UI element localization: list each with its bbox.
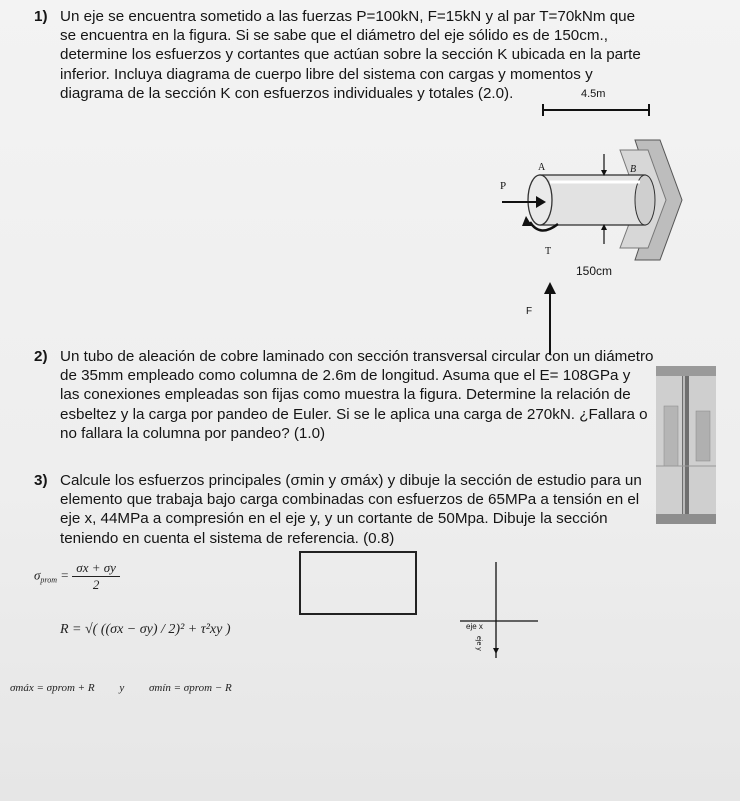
- text-line: diagrama de la sección K con esfuerzos individuales y totales (2.0).: [60, 84, 514, 102]
- r-rhs: √( ((σx − σy) / 2)² + τ²xy ): [85, 622, 231, 637]
- question-number: 3): [34, 472, 48, 489]
- denominator: 2: [92, 577, 100, 592]
- max-eq: σmáx = σprom + R: [10, 682, 95, 694]
- y-axis-label: eje y: [475, 636, 482, 651]
- column-photo: [656, 366, 716, 524]
- scale-line-icon: [541, 88, 651, 118]
- question-3: [34, 471, 650, 548]
- shaft-figure: [470, 130, 700, 360]
- text-line: las conexiones empleadas son fijas como muestra la figura. Determine la relación de: [60, 386, 631, 404]
- column-image: [656, 366, 716, 524]
- min-eq: σmín = σprom − R: [148, 682, 232, 694]
- text-line: Un tubo de aleación de cobre laminado con sección transversal circular con un diámetro: [60, 348, 654, 365]
- text-line: Un eje se encuentra sometido a las fuerzas P=100kN, F=15kN y al par T=70kNm que: [60, 8, 636, 25]
- sigma-prom-lhs: σ: [34, 567, 41, 583]
- label-t: T: [545, 246, 552, 257]
- text-line: inferior. Incluya diagrama de cuerpo libre del sistema con cargas y momentos y: [60, 65, 593, 83]
- numerator: σx + σy: [72, 560, 120, 577]
- fraction: [72, 560, 120, 593]
- question-2: [34, 347, 658, 443]
- text-line: determine los esfuerzos y cortantes que actúan sobre la sección K ubicada en la parte: [60, 46, 641, 64]
- label-f: F: [526, 306, 533, 317]
- text-line: de 35mm empleado como columna de 2.6m de longitud. Asuma que el E= 108GPa y: [60, 367, 631, 385]
- text-line: esbeltez y la carga por pandeo de Euler. Si se le aplica una carga de 270kN. ¿Fallara o: [60, 405, 648, 423]
- text-line: Calcule los esfuerzos principales (σmin y σmáx) y dibuje la sección de estudio para un: [60, 472, 642, 489]
- question-text: [60, 347, 658, 443]
- text-line: se encuentra en la figura. Si se sabe que el diámetro del eje sólido es de 150cm.,: [60, 27, 608, 45]
- text-line: no fallara la columna por pandeo? (1.0): [60, 424, 326, 442]
- r-lhs: R =: [60, 622, 82, 637]
- shaft-drawing: [470, 130, 700, 360]
- label-b: B: [630, 164, 637, 175]
- axes-lines: [460, 562, 540, 662]
- question-text: [60, 471, 650, 548]
- diameter-label: 150cm: [576, 264, 613, 278]
- r-formula: [60, 622, 231, 638]
- sigma-prom-formula: $\sigma_{prom}$ = $\frac{\sigma x + \sigma y}{2}$: [34, 560, 120, 593]
- scale-label: 4.5m: [581, 88, 606, 100]
- sigma-max-formula: [10, 682, 232, 694]
- sigma-prom-sub: prom: [40, 575, 58, 585]
- question-number: 2): [34, 348, 48, 365]
- text-line: elemento que trabaja bajo carga combinadas con esfuerzos de 65MPa a tensión en el: [60, 491, 640, 509]
- label-a: A: [538, 162, 546, 173]
- text-line: teniendo en cuenta el sistema de referencia. (0.8): [60, 529, 395, 547]
- scale-bar: [541, 88, 651, 118]
- label-p: P: [500, 180, 507, 192]
- answer-box: [299, 551, 417, 615]
- connector: y: [119, 682, 125, 694]
- axes-diagram: [460, 562, 540, 662]
- text-line: eje x, 44MPa a compresión en el eje y, y un cortante de 50Mpa. Dibuje la sección: [60, 510, 608, 528]
- question-number: 1): [34, 8, 48, 25]
- x-axis-label: eje x: [466, 622, 483, 631]
